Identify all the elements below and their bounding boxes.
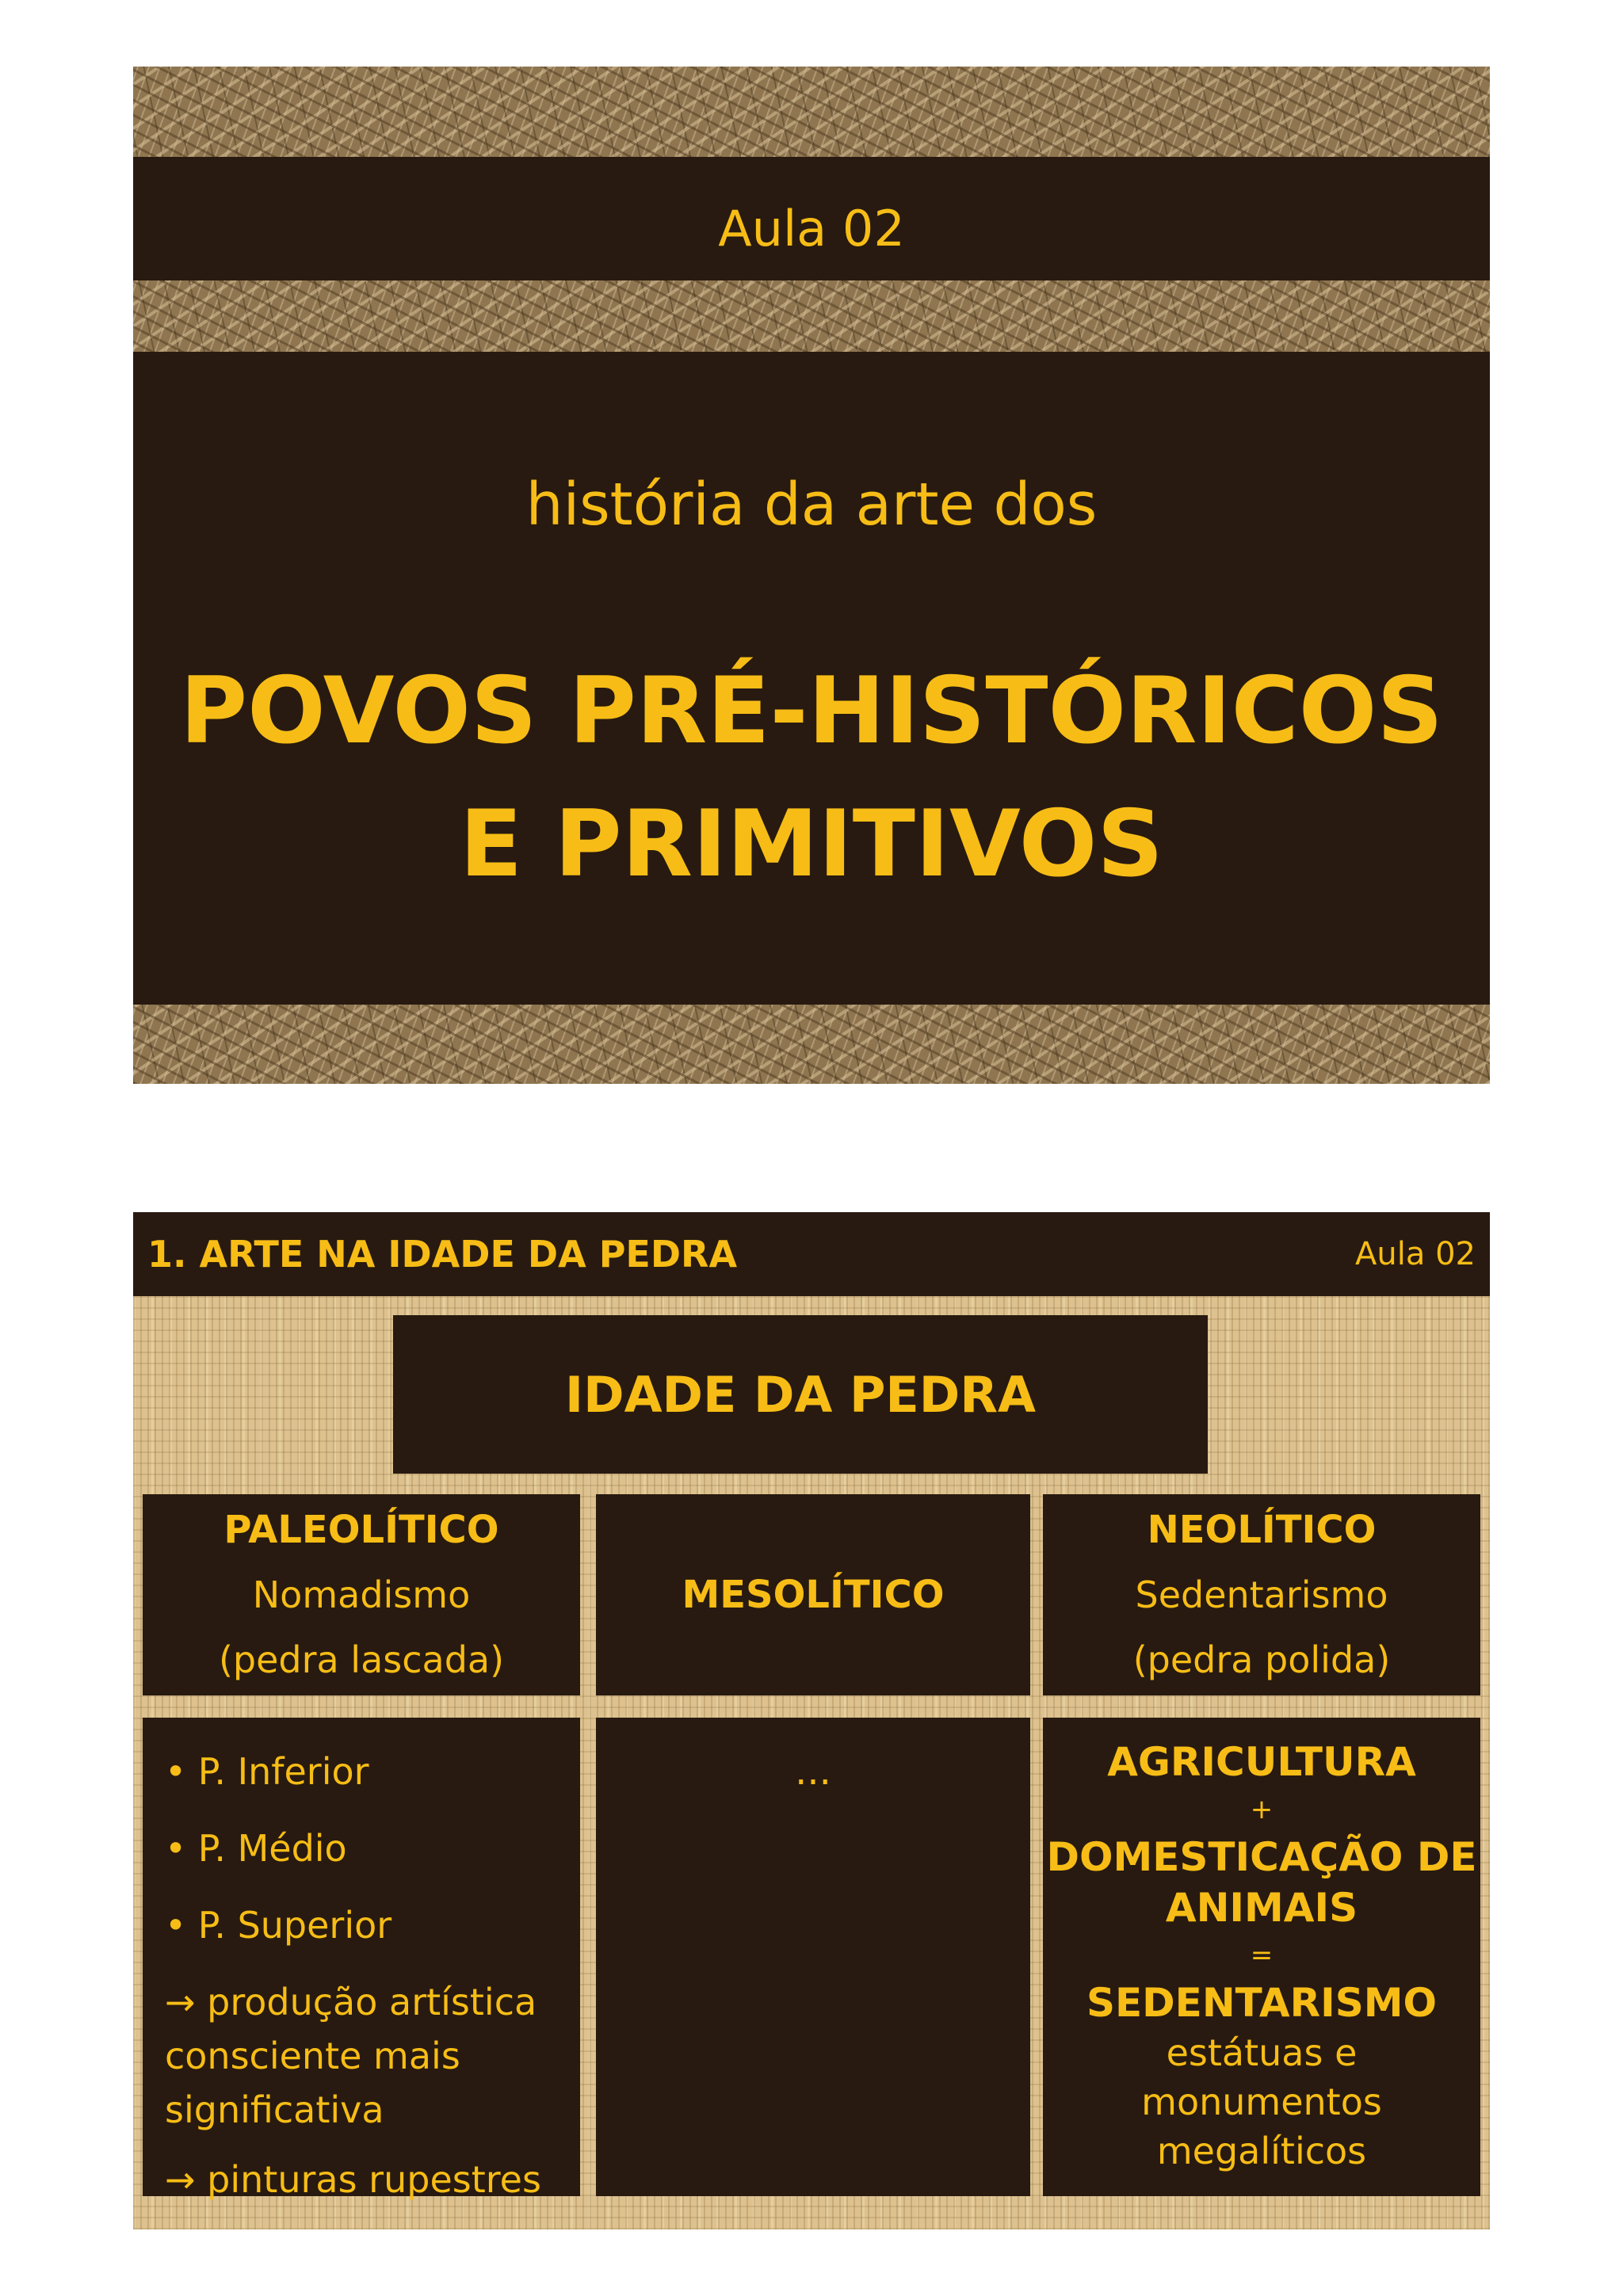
paleolitico-line1: Nomadismo — [252, 1573, 471, 1616]
sedentarismo-text: SEDENTARISMO — [1086, 1980, 1437, 2026]
slide-title — [133, 645, 1490, 911]
neolitico-title: NEOLÍTICO — [1147, 1508, 1377, 1552]
mesolitico-title: MESOLÍTICO — [682, 1573, 945, 1617]
agricultura-text: AGRICULTURA — [1107, 1739, 1416, 1785]
paleolitico-line2: (pedra lascada) — [218, 1638, 505, 1681]
aula-label: Aula 02 — [718, 199, 905, 257]
list-item: • P. Médio — [165, 1827, 347, 1870]
equals-sign: = — [1250, 1939, 1274, 1971]
neolitico-line2: (pedra polida) — [1132, 1638, 1391, 1681]
ellipsis-text: ... — [795, 1749, 831, 1794]
section-heading: 1. ARTE NA IDADE DA PEDRA — [147, 1233, 738, 1276]
list-item: • P. Inferior — [165, 1750, 369, 1793]
paleolitico-title: PALEOLÍTICO — [223, 1508, 499, 1552]
paleolitico-body — [143, 1718, 580, 2201]
content-slide — [133, 1212, 1490, 2229]
title-line-1: POVOS PRÉ-HISTÓRICOS — [180, 658, 1443, 765]
plus-sign: + — [1250, 1794, 1274, 1825]
arrow-note-2: → pinturas rupestres — [165, 2158, 541, 2201]
monumentos-text: monumentos — [1141, 2081, 1382, 2123]
paleolitico-header — [143, 1494, 580, 1695]
domesticacao-text: DOMESTICAÇÃO DE — [1046, 1834, 1477, 1880]
title-panel — [133, 352, 1490, 1005]
slide-header — [133, 1212, 1490, 1296]
megaliticos-text: megalíticos — [1156, 2130, 1367, 2172]
mesolitico-header — [596, 1494, 1030, 1695]
list-item: • P. Superior — [165, 1904, 392, 1947]
neolitico-body — [1043, 1718, 1480, 2196]
arrow-note-1-line-2: consciente mais — [165, 2035, 460, 2077]
title-slide — [133, 67, 1490, 1084]
slide-subtitle: história da arte dos — [525, 471, 1098, 539]
neolitico-header — [1043, 1494, 1480, 1695]
title-line-2: E PRIMITIVOS — [460, 791, 1163, 898]
arrow-note-1-line-1: → produção artística — [165, 1981, 537, 2023]
arrow-note-1-line-3: significativa — [165, 2088, 384, 2131]
idade-da-pedra-title: IDADE DA PEDRA — [393, 1315, 1208, 1474]
aula-label: Aula 02 — [1355, 1236, 1476, 1272]
animais-text: ANIMAIS — [1165, 1885, 1358, 1931]
neolitico-line1: Sedentarismo — [1135, 1573, 1388, 1616]
estatuas-text: estátuas e — [1166, 2031, 1358, 2074]
mesolitico-body — [596, 1718, 1030, 2196]
